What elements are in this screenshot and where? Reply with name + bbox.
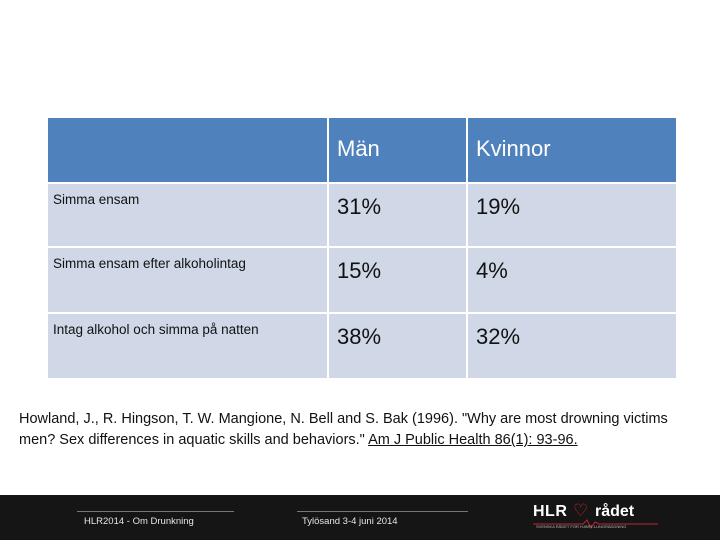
footer-divider-center: [297, 511, 468, 512]
row-label-text: Simma ensam: [53, 192, 140, 207]
header-man: [329, 118, 466, 182]
data-table: [48, 118, 672, 372]
row-2-man: [329, 248, 466, 312]
citation-text: Howland, J., R. Hingson, T. W. Mangione, N. Bell and S. Bak (1996). "Why are most drowning victims men? Sex differences in aquatic skills and behaviors.": [19, 411, 668, 448]
header-kvinnor: [468, 118, 676, 182]
footer-bar: [0, 495, 720, 540]
value-text: 19%: [476, 194, 521, 219]
citation: [19, 409, 689, 451]
value-text: 38%: [337, 324, 382, 349]
row-2-kvinnor: [468, 248, 676, 312]
value-text: 31%: [337, 194, 382, 219]
footer-center-text: Tylösand 3-4 juni 2014: [302, 516, 398, 527]
header-empty-cell: [48, 118, 327, 182]
heart-icon: ♡: [573, 501, 589, 520]
value-text: 32%: [476, 324, 521, 349]
row-1-kvinnor: [468, 184, 676, 246]
header-man-label: Män: [337, 136, 380, 161]
logo-word: rådet: [595, 503, 635, 520]
footer-left-text: HLR2014 - Om Drunkning: [84, 516, 194, 527]
value-text: 15%: [337, 258, 382, 283]
row-3-kvinnor: [468, 314, 676, 378]
row-label-1: [48, 184, 327, 246]
row-label-2: [48, 248, 327, 312]
citation-journal-link[interactable]: Am J Public Health 86(1): 93-96.: [368, 432, 578, 448]
logo-text: HLR: [533, 503, 568, 520]
header-kvinnor-label: Kvinnor: [476, 136, 551, 161]
row-label-text: Simma ensam efter alkoholintag: [53, 256, 246, 271]
value-text: 4%: [476, 258, 508, 283]
row-3-man: [329, 314, 466, 378]
row-label-3: [48, 314, 327, 378]
row-1-man: [329, 184, 466, 246]
hlr-radet-logo: [533, 503, 658, 533]
footer-divider-left: [77, 511, 234, 512]
logo-subtitle: SVENSKA RÅDET FÖR HJÄRT-LUNGRÄDDNING: [536, 524, 627, 529]
row-label-text: Intag alkohol och simma på natten: [53, 322, 259, 337]
